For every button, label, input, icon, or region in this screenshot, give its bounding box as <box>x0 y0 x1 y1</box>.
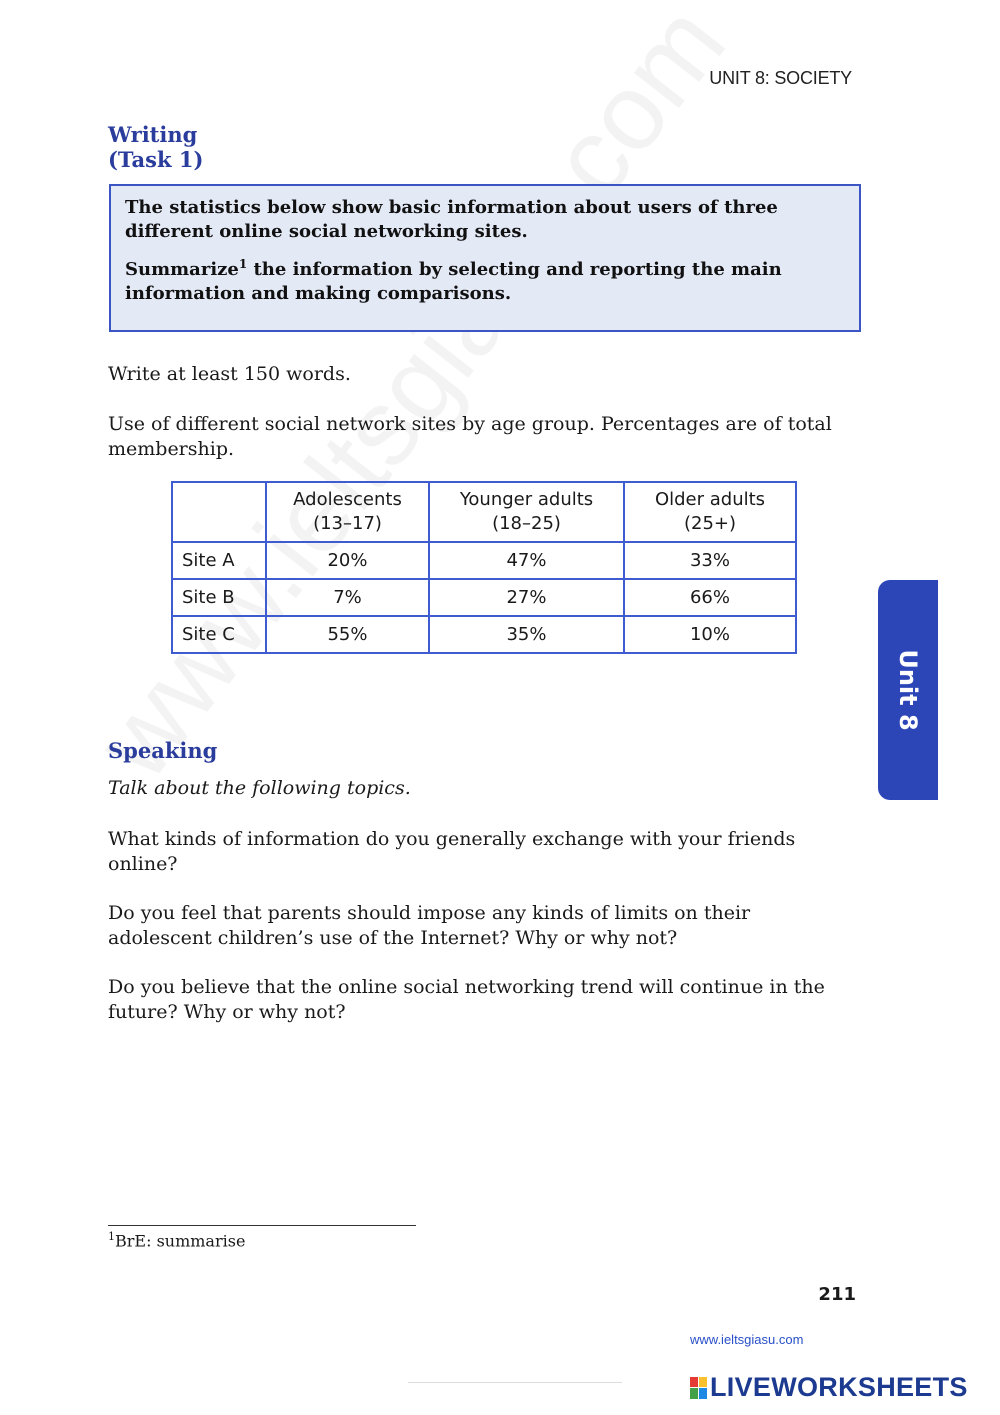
table-row <box>172 542 796 579</box>
table-cell: 47% <box>429 542 624 579</box>
table-header-cell: Older adults (25+) <box>624 482 796 542</box>
task-statement: The statistics below show basic information about users of three different online social networking sites. <box>125 197 778 242</box>
unit-side-tab <box>878 580 938 800</box>
row-label: Site A <box>172 542 266 579</box>
table-cell: 10% <box>624 616 796 653</box>
speaking-question: What kinds of information do you generally exchange with your friends online? <box>108 828 796 875</box>
table-row <box>172 616 796 653</box>
table-cell: 7% <box>266 579 429 616</box>
table-cell: 55% <box>266 616 429 653</box>
table-cell: 35% <box>429 616 624 653</box>
liveworksheets-logo <box>690 1372 968 1403</box>
task-instruction <box>125 258 845 306</box>
logo-block <box>699 1388 707 1399</box>
table-cell: 66% <box>624 579 796 616</box>
speaking-heading: Speaking <box>108 738 218 763</box>
logo-block <box>690 1388 698 1399</box>
task-box <box>109 184 861 332</box>
footnote <box>108 1230 245 1250</box>
footnote-marker: 1 <box>238 257 248 271</box>
logo-block <box>690 1377 698 1388</box>
statistics-table <box>171 481 797 654</box>
speaking-question: Do you believe that the online social networking trend will continue in the future? Why or why not? <box>108 976 825 1023</box>
unit-title: UNIT 8: SOCIETY <box>709 68 852 88</box>
speaking-instruction: Talk about the following topics. <box>108 777 411 799</box>
liveworksheets-brand: LIVEWORKSHEETS <box>710 1372 968 1402</box>
task-instruction-verb: Summarize <box>125 259 239 280</box>
row-label: Site C <box>172 616 266 653</box>
liveworksheets-icon <box>690 1377 707 1399</box>
watermark <box>71 0 750 801</box>
table-header-cell: Adolescents (13–17) <box>266 482 429 542</box>
word-count-instruction: Write at least 150 words. <box>108 363 351 385</box>
table-caption: Use of different social network sites by age group. Percentages are of total membership. <box>108 413 832 460</box>
page-number: 211 <box>818 1284 856 1305</box>
writing-subheading: (Task 1) <box>108 147 204 172</box>
table-header-row <box>172 482 796 542</box>
bottom-divider <box>408 1382 622 1383</box>
footnote-divider <box>108 1225 416 1226</box>
table-header-cell: Younger adults (18–25) <box>429 482 624 542</box>
unit-side-tab-label: Unit 8 <box>894 649 922 731</box>
row-label: Site B <box>172 579 266 616</box>
footnote-text: BrE: summarise <box>115 1231 246 1251</box>
task-instruction-rest: the information by selecting and reporting the main information and making comparisons. <box>125 259 782 304</box>
table-cell: 33% <box>624 542 796 579</box>
table-cell: 20% <box>266 542 429 579</box>
logo-block <box>699 1377 707 1388</box>
table-cell: 27% <box>429 579 624 616</box>
table-corner-cell <box>172 482 266 542</box>
writing-heading: Writing <box>108 122 198 147</box>
footnote-number: 1 <box>108 1230 115 1243</box>
website-link[interactable]: www.ieltsgiasu.com <box>690 1332 804 1347</box>
speaking-question: Do you feel that parents should impose any kinds of limits on their adolescent children’s use of the Internet? Why or why not? <box>108 902 751 949</box>
table-row <box>172 579 796 616</box>
